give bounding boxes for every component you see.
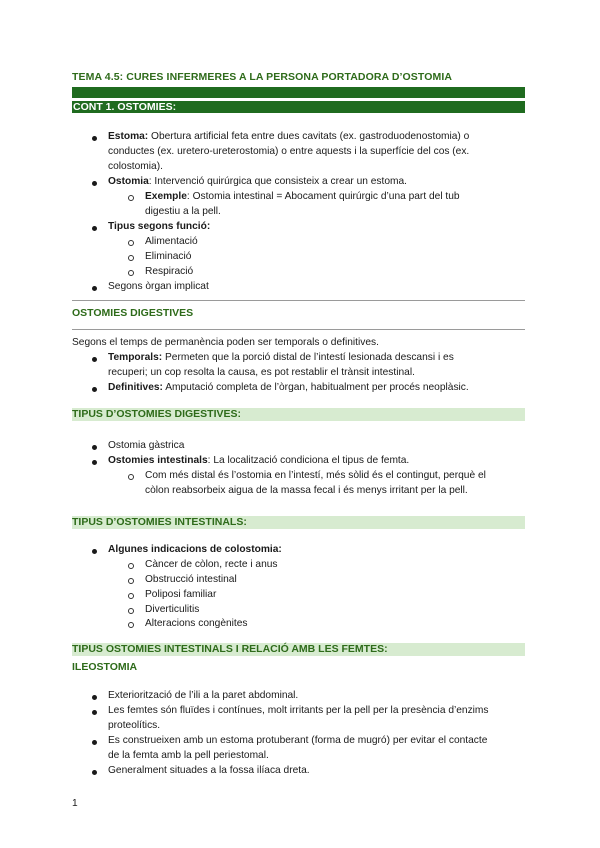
indicacio-item: Diverticulitis: [145, 604, 200, 615]
tipus-digestives-heading: TIPUS D’OSTOMIES DIGESTIVES:: [72, 408, 525, 421]
digestives-heading: OSTOMIES DIGESTIVES: [72, 307, 194, 319]
bullet-dot: [92, 695, 97, 700]
bullet-circle: [128, 578, 134, 584]
page-number: 1: [72, 798, 78, 809]
ileo-b3-2: de la femta amb la pell periestomal.: [108, 750, 269, 761]
estoma-line-2: conductes (ex. uretero-ureterostomia) o entre aquests i la superfície del cos (ex.: [108, 146, 470, 157]
temporals-line-2: recuperi; un cop resolta la causa, es pot restablir el trànsit intestinal.: [108, 367, 415, 378]
bullet-circle: [128, 270, 134, 276]
segons-organ: Segons òrgan implicat: [108, 281, 209, 292]
tipus-funcio: Tipus segons funció:: [108, 221, 211, 232]
bullet-circle: [128, 563, 134, 569]
bullet-dot: [92, 740, 97, 745]
bullet-dot: [92, 136, 97, 141]
estoma-line-3: colostomia).: [108, 161, 163, 172]
bullet-circle: [128, 474, 134, 480]
intestinals-sub-2: còlon reabsorbeix aigua de la massa fecal i és menys irritant per la pell.: [145, 485, 468, 496]
femtes-heading: TIPUS OSTOMIES INTESTINALS I RELACIÓ AMB LES FEMTES:: [72, 643, 525, 656]
intestinals-sub-1: Com més distal és l’ostomia en l’intestí, més sòlid és el contingut, perquè el: [145, 470, 486, 481]
funcio-item: Respiració: [145, 266, 194, 277]
bullet-circle: [128, 608, 134, 614]
bullet-circle: [128, 240, 134, 246]
bullet-dot: [92, 445, 97, 450]
bullet-dot: [92, 770, 97, 775]
exemple-line-2: digestiu a la pell.: [145, 206, 221, 217]
bullet-dot: [92, 710, 97, 715]
bullet-dot: [92, 286, 97, 291]
bullet-dot: [92, 357, 97, 362]
digestives-intro: Segons el temps de permanència poden ser temporals o definitives.: [72, 337, 379, 348]
cont-heading: CONT 1. OSTOMIES:: [72, 101, 525, 113]
ileo-b2-2: proteolítics.: [108, 720, 161, 731]
exemple-line-1: Exemple: Ostomia intestinal = Abocament quirúrgic d’una part del tub: [145, 191, 460, 202]
bullet-circle: [128, 593, 134, 599]
indicacio-item: Obstrucció intestinal: [145, 574, 237, 585]
bullet-circle: [128, 195, 134, 201]
bullet-circle: [128, 255, 134, 261]
indicacio-item: Poliposi familiar: [145, 589, 217, 600]
ileo-b2-1: Les femtes són fluïdes i contínues, molt irritants per la pell per la presència d’enzims: [108, 705, 489, 716]
bullet-dot: [92, 549, 97, 554]
temporals-line-1: Temporals: Permeten que la porció distal de l’intestí lesionada descansi i es: [108, 352, 454, 363]
indicacio-item: Alteracions congènites: [145, 618, 248, 629]
bullet-circle: [128, 622, 134, 628]
bullet-dot: [92, 181, 97, 186]
funcio-item: Eliminació: [145, 251, 192, 262]
page-title: TEMA 4.5: CURES INFERMERES A LA PERSONA PORTADORA D’OSTOMIA: [72, 71, 453, 83]
estoma-line-1: Estoma: Obertura artificial feta entre dues cavitats (ex. gastroduodenostomia) o: [108, 131, 470, 142]
bullet-dot: [92, 226, 97, 231]
ileo-b4: Generalment situades a la fossa ilíaca dreta.: [108, 765, 310, 776]
section-rule: [72, 329, 525, 330]
indicacio-item: Càncer de còlon, recte i anus: [145, 559, 278, 570]
section-rule: [72, 300, 525, 301]
ileostomia-heading: ILEOSTOMIA: [72, 661, 138, 673]
ileo-b1: Exteriorització de l’ili a la paret abdominal.: [108, 690, 299, 701]
tipus-intestinals-heading: TIPUS D’OSTOMIES INTESTINALS:: [72, 516, 525, 529]
ostomia-line: Ostomia: Intervenció quirúrgica que consisteix a crear un estoma.: [108, 176, 407, 187]
ileo-b3-1: Es construeixen amb un estoma protuberant (forma de mugró) per evitar el contacte: [108, 735, 488, 746]
indicacions: Algunes indicacions de colostomia:: [108, 544, 282, 555]
gastrica: Ostomia gàstrica: [108, 440, 185, 451]
bullet-dot: [92, 387, 97, 392]
intestinals-line: Ostomies intestinals: La localització condiciona el tipus de femta.: [108, 455, 410, 466]
bullet-dot: [92, 460, 97, 465]
title-rule: [72, 87, 525, 98]
definitives-line: Definitives: Amputació completa de l’òrgan, habitualment per procés neoplàsic.: [108, 382, 469, 393]
funcio-item: Alimentació: [145, 236, 198, 247]
